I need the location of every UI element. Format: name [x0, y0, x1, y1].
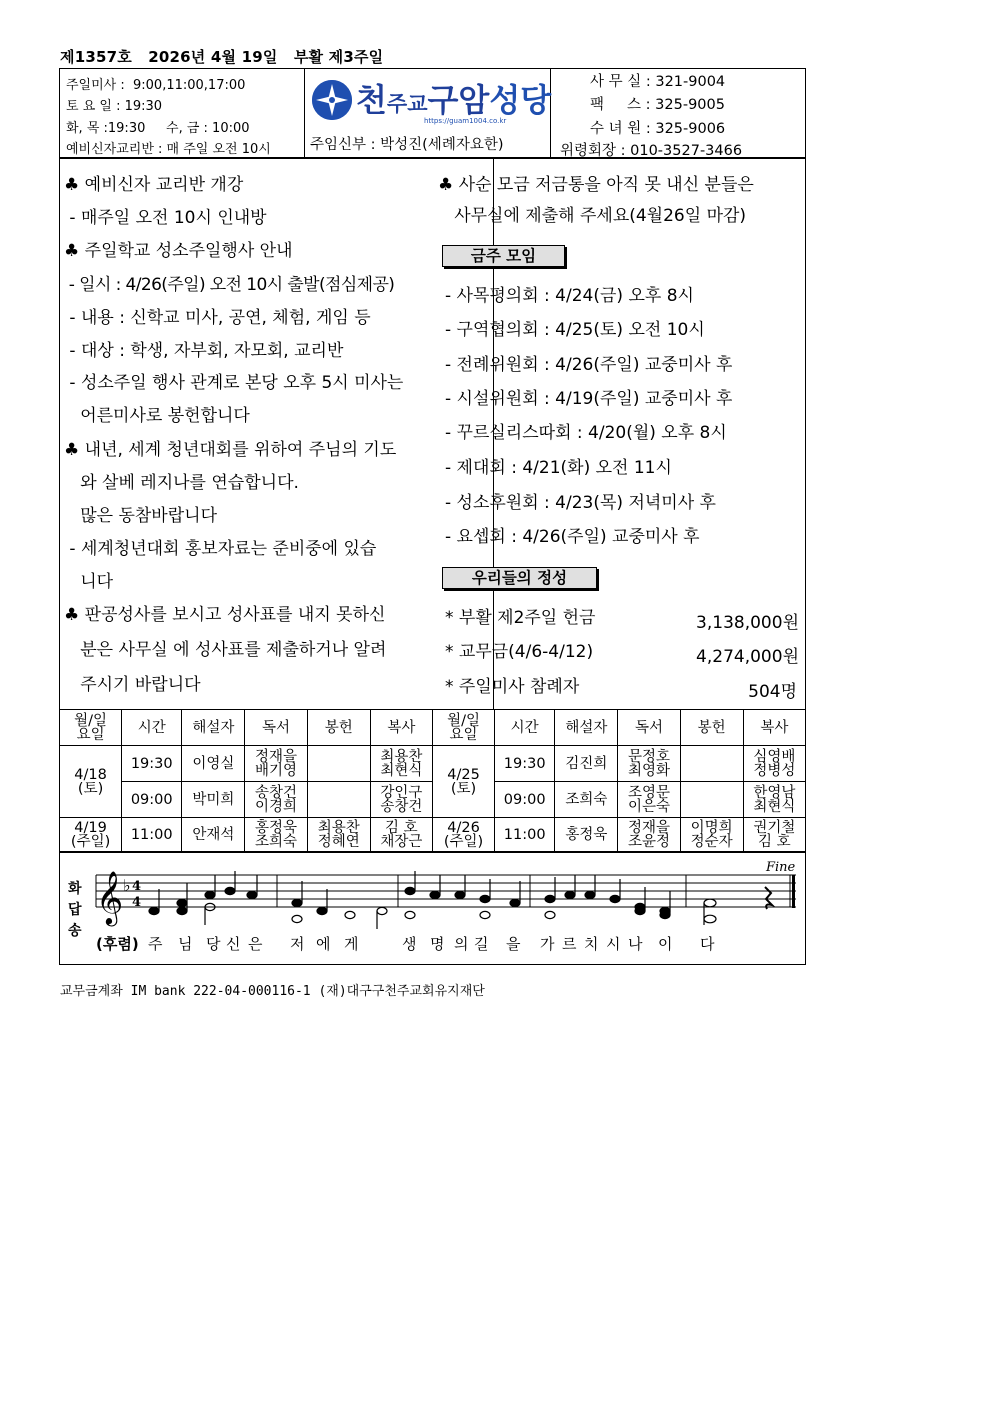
header-cell: 월/일 요일 [60, 710, 122, 746]
offerings-title: 우리들의 정성 [442, 567, 597, 589]
svg-text:4: 4 [132, 895, 142, 910]
header-cell: 시간 [122, 710, 182, 746]
server-cell: 최용찬 최현식 [370, 746, 432, 782]
notice-line: - 대상 : 학생, 자부회, 자모회, 교리반 [64, 341, 344, 361]
psalm-lyrics: 주 님 당 신 은 저 에 게 생 명 의 길 을 가 르 치 시 나 이 다 [148, 935, 715, 953]
contact-line: 위령회장 : 010-3527-3466 [560, 143, 743, 159]
offering-label: * 교무금(4/6-4/12) [445, 642, 594, 662]
liturgy-schedule-table [59, 709, 806, 852]
header-cell: 시간 [495, 710, 555, 746]
time-cell: 19:30 [122, 746, 182, 782]
reading-cell: 정재을 배기영 [245, 746, 307, 782]
table-row [60, 746, 806, 782]
commentator-cell: 조희숙 [555, 782, 618, 818]
notice-line: ♣ 내년, 세계 청년대회를 위하여 주님의 기도 [64, 440, 397, 460]
reading-cell: 정재을 조윤정 [618, 818, 680, 852]
offering-label: * 부활 제2주일 헌금 [445, 608, 596, 628]
notice-line: 와 살베 레지나를 연습합니다. [64, 473, 299, 493]
commentator-cell: 김진희 [555, 746, 618, 782]
date-cell: 4/26 (주일) [432, 818, 494, 852]
contacts [550, 69, 805, 157]
offering-label: * 주일미사 참례자 [445, 677, 580, 697]
mass-time-line: 주일미사 : 9:00,11:00,17:00 [66, 78, 246, 93]
header-cell: 독서 [618, 710, 680, 746]
notice-line: ♣ 사순 모금 저금통을 아직 못 내신 분들은 [438, 175, 754, 195]
responsorial-psalm [59, 852, 806, 965]
header-cell: 해설자 [555, 710, 618, 746]
meeting-item: - 요셉회 : 4/26(주일) 교중미사 후 [445, 527, 700, 547]
contact-line: 팩 스 : 325-9005 [590, 97, 725, 113]
psalm-side-label: 화 답 송 [68, 881, 82, 939]
notice-line: - 성소주일 행사 관계로 본당 오후 5시 미사는 [64, 373, 404, 393]
notice-line: 니다 [64, 572, 114, 592]
mass-time-line: 토 요 일 : 19:30 [66, 99, 163, 114]
header-cell: 해설자 [182, 710, 245, 746]
meeting-item: - 시설위원회 : 4/19(주일) 교중미사 후 [445, 389, 733, 409]
notice-line: - 내용 : 신학교 미사, 공연, 체험, 게임 등 [64, 308, 371, 328]
commentator-cell: 홍정욱 [555, 818, 618, 852]
time-cell: 11:00 [122, 818, 182, 852]
offering-value: 504명 [748, 682, 797, 702]
meetings-title: 금주 모임 [442, 245, 565, 267]
mass-times [60, 69, 305, 157]
commentator-cell: 이영실 [182, 746, 245, 782]
pastor-name: 주임신부 : 박성진(세례자요한) [310, 137, 504, 153]
commentator-cell: 안재석 [182, 818, 245, 852]
header-box [59, 68, 806, 158]
church-logo-icon [312, 80, 352, 120]
fine-marking: Fine [766, 861, 796, 875]
svg-text:4: 4 [132, 879, 142, 894]
contact-line: 수 녀 원 : 325-9006 [590, 121, 726, 137]
reading-cell: 홍정욱 조희숙 [245, 818, 307, 852]
bulletin-headline: 제1357호 2026년 4월 19일 부활 제3주일 [60, 48, 384, 66]
meeting-item: - 사목평의회 : 4/24(금) 오후 8시 [445, 286, 694, 306]
notices-box [59, 158, 806, 710]
notice-line: ♣ 판공성사를 보시고 성사표를 내지 못하신 [64, 605, 386, 625]
date-cell: 4/18 (토) [60, 746, 122, 818]
server-cell: 김 호 채장근 [370, 818, 432, 852]
header-cell: 복사 [743, 710, 805, 746]
mass-time-line: 화, 목 :19:30 수, 금 : 10:00 [66, 121, 250, 136]
church-logo-block [304, 69, 551, 157]
offering-value: 4,274,000원 [696, 647, 799, 667]
server-cell: 한영남 최현식 [743, 782, 805, 818]
meeting-item: - 제대회 : 4/21(화) 오전 11시 [445, 458, 672, 478]
header-cell: 봉헌 [680, 710, 743, 746]
offering-cell [680, 782, 743, 818]
header-cell: 봉헌 [307, 710, 370, 746]
offering-value: 3,138,000원 [696, 613, 799, 633]
notice-line: 주시기 바랍니다 [64, 675, 201, 695]
svg-text:♭: ♭ [123, 876, 131, 895]
notice-line: - 매주일 오전 10시 인내방 [64, 208, 267, 228]
reading-cell: 송창건 이경희 [245, 782, 307, 818]
music-staff [90, 861, 800, 933]
notice-line: 사무실에 제출해 주세요(4월26일 마감) [438, 206, 747, 226]
svg-text:𝄞: 𝄞 [96, 870, 124, 924]
server-cell: 심영배 정병성 [743, 746, 805, 782]
server-cell: 권기철 김 호 [743, 818, 805, 852]
notice-line: ♣ 예비신자 교리반 개강 [64, 175, 244, 195]
time-cell: 11:00 [495, 818, 555, 852]
meeting-item: - 성소후원회 : 4/23(목) 저녁미사 후 [445, 493, 716, 513]
offering-cell [307, 746, 370, 782]
header-cell: 월/일 요일 [432, 710, 494, 746]
meeting-item: - 꾸르실리스따회 : 4/20(월) 오후 8시 [445, 423, 727, 443]
notice-line: - 세계청년대회 홍보자료는 준비중에 있습 [64, 539, 377, 559]
offering-cell: 이명희 정순자 [680, 818, 743, 852]
mass-time-line: 예비신자교리반 : 매 주일 오전 10시 [66, 142, 271, 157]
table-header-row [60, 710, 806, 746]
reading-cell: 조영문 이은숙 [618, 782, 680, 818]
donation-account-footer: 교무금계좌 IM bank 222-04-000116-1 (재)대구구천주교회유지재단 [60, 984, 485, 999]
notice-line: 어른미사로 봉헌합니다 [64, 406, 250, 426]
notice-line: 많은 동참바랍니다 [64, 506, 217, 526]
date-cell: 4/19 (주일) [60, 818, 122, 852]
offering-cell [680, 746, 743, 782]
header-cell: 독서 [245, 710, 307, 746]
refrain-label: (후렴) [96, 935, 139, 953]
contact-line: 사 무 실 : 321-9004 [590, 74, 726, 90]
meeting-item: - 전례위원회 : 4/26(주일) 교중미사 후 [445, 355, 733, 375]
server-cell: 강인구 송창건 [370, 782, 432, 818]
notice-line: 분은 사무실 에 성사표를 제출하거나 알려 [64, 640, 387, 660]
notice-line: ♣ 주일학교 성소주일행사 안내 [64, 241, 293, 261]
meeting-item: - 구역협의회 : 4/25(토) 오전 10시 [445, 320, 705, 340]
notice-line: - 일시 : 4/26(주일) 오전 10시 출발(점심제공) [64, 275, 395, 295]
church-name: 천주교구암성당 [356, 81, 552, 119]
church-url: https://guam1004.co.kr [424, 117, 507, 125]
header-cell: 복사 [370, 710, 432, 746]
date-cell: 4/25 (토) [432, 746, 494, 818]
commentator-cell: 박미희 [182, 782, 245, 818]
reading-cell: 문정호 최영화 [618, 746, 680, 782]
offering-cell [307, 782, 370, 818]
time-cell: 09:00 [122, 782, 182, 818]
time-cell: 09:00 [495, 782, 555, 818]
offering-cell: 최용찬 정혜연 [307, 818, 370, 852]
table-row [60, 818, 806, 852]
time-cell: 19:30 [495, 746, 555, 782]
